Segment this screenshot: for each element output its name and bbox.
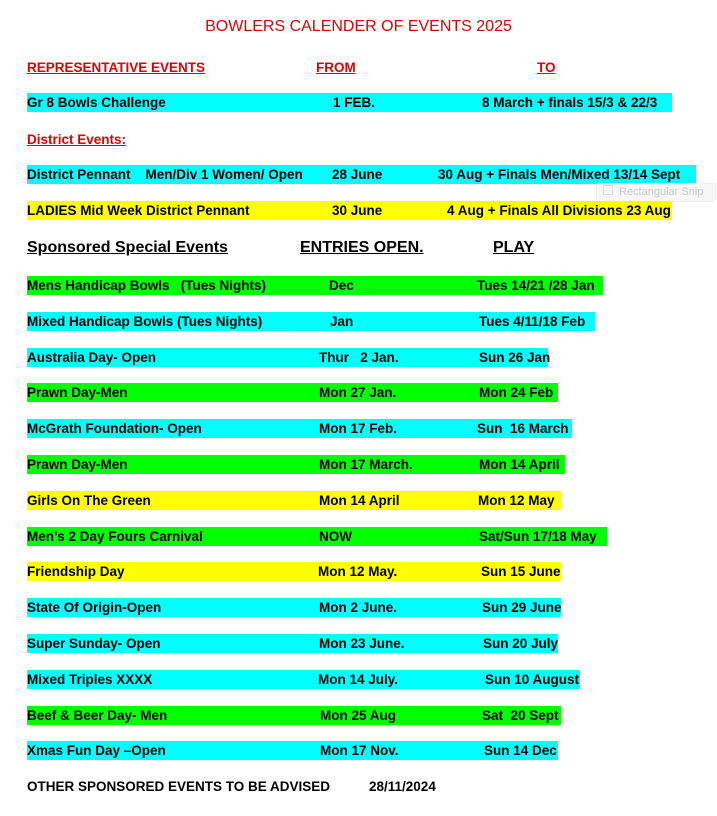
sponsored-event-row: [0, 670, 717, 689]
event-entries-open: Mon 17 March.: [319, 457, 413, 472]
event-name: Friendship Day: [27, 564, 125, 579]
event-play-date: Sun 10 August: [485, 672, 580, 687]
sponsored-event-row: [0, 706, 717, 725]
event-entries-open: Mon 14 April: [319, 493, 400, 508]
footer-date: 28/11/2024: [369, 779, 436, 794]
event-play-date: Sun 29 June: [482, 600, 562, 615]
event-row-gr8: [0, 93, 717, 112]
event-play-date: Mon 24 Feb: [479, 385, 554, 400]
snip-icon: [603, 185, 613, 195]
sponsored-event-row: [0, 598, 717, 617]
event-name: Mens Handicap Bowls (Tues Nights): [27, 278, 267, 293]
event-entries-open: Mon 23 June.: [319, 636, 405, 651]
district-heading: District Events:: [27, 132, 127, 147]
event-entries-open: Thur 2 Jan.: [319, 350, 399, 365]
event-name: Gr 8 Bowls Challenge: [27, 95, 166, 110]
event-name: LADIES Mid Week District Pennant: [27, 203, 250, 218]
sponsored-event-row: [0, 562, 717, 581]
event-row-district-pennant: [0, 165, 717, 184]
footer-note: OTHER SPONSORED EVENTS TO BE ADVISED: [27, 779, 331, 794]
event-name: Australia Day- Open: [27, 350, 157, 365]
event-play-date: Mon 14 April: [479, 457, 560, 472]
event-play-date: Sun 15 June: [481, 564, 561, 579]
sponsored-event-row: [0, 383, 717, 402]
event-name: State Of Origin-Open: [27, 600, 162, 615]
sponsored-event-row: [0, 419, 717, 438]
rep-from-heading: FROM: [316, 60, 356, 75]
event-entries-open: Dec: [329, 278, 354, 293]
event-from: 1 FEB.: [333, 95, 376, 110]
event-name: Mixed Triples XXXX: [27, 672, 153, 687]
event-play-date: Sat/Sun 17/18 May: [479, 529, 597, 544]
event-name: Prawn Day-Men: [27, 385, 128, 400]
event-from: 28 June: [332, 167, 383, 182]
event-name: Girls On The Green: [27, 493, 151, 508]
event-entries-open: Mon 2 June.: [319, 600, 398, 615]
event-entries-open: Mon 25 Aug: [320, 708, 396, 723]
event-entries-open: Mon 17 Feb.: [319, 421, 398, 436]
event-name: Men’s 2 Day Fours Carnival: [27, 529, 203, 544]
snip-label: Rectangular Snip: [619, 186, 704, 198]
event-play-date: Tues 14/21 /28 Jan: [477, 278, 595, 293]
sponsored-event-row: [0, 276, 717, 295]
event-name: Xmas Fun Day –Open: [27, 743, 166, 758]
sponsored-event-row: [0, 634, 717, 653]
event-to: 30 Aug + Finals Men/Mixed 13/14 Sept: [438, 167, 681, 182]
event-to: 4 Aug + Finals All Divisions 23 Aug: [447, 203, 671, 218]
event-name: District Pennant Men/Div 1 Women/ Open: [27, 167, 303, 182]
event-entries-open: Mon 12 May.: [318, 564, 398, 579]
event-row-ladies-pennant: [0, 201, 717, 220]
event-play-date: Sat 20 Sept: [482, 708, 559, 723]
event-play-date: Tues 4/11/18 Feb: [479, 314, 586, 329]
event-play-date: Sun 14 Dec: [484, 743, 557, 758]
event-entries-open: Mon 17 Nov.: [320, 743, 399, 758]
event-name: Super Sunday- Open: [27, 636, 161, 651]
rectangular-snip-tooltip: [596, 183, 716, 202]
event-name: Beef & Beer Day- Men: [27, 708, 168, 723]
sponsored-event-row: [0, 741, 717, 760]
event-name: McGrath Foundation- Open: [27, 421, 202, 436]
event-from: 30 June: [332, 203, 383, 218]
sponsored-event-row: [0, 348, 717, 367]
sponsored-heading: Sponsored Special Events: [27, 239, 228, 256]
event-entries-open: Jan: [330, 314, 354, 329]
event-entries-open: NOW: [319, 529, 352, 544]
sponsored-event-row: [0, 491, 717, 510]
rep-events-heading: REPRESENTATIVE EVENTS: [27, 60, 206, 75]
page-title: BOWLERS CALENDER OF EVENTS 2025: [205, 18, 512, 35]
event-play-date: Sun 20 July: [483, 636, 559, 651]
sponsored-event-row: [0, 312, 717, 331]
event-play-date: Sun 16 March: [477, 421, 569, 436]
event-play-date: Sun 26 Jan: [479, 350, 551, 365]
play-heading: PLAY: [493, 239, 535, 256]
event-name: Mixed Handicap Bowls (Tues Nights): [27, 314, 263, 329]
rep-to-heading: TO: [537, 60, 556, 75]
sponsored-event-row: [0, 527, 717, 546]
event-name: Prawn Day-Men: [27, 457, 128, 472]
event-play-date: Mon 12 May: [478, 493, 555, 508]
event-entries-open: Mon 14 July.: [318, 672, 399, 687]
entries-open-heading: ENTRIES OPEN.: [300, 239, 424, 256]
sponsored-event-row: [0, 455, 717, 474]
event-entries-open: Mon 27 Jan.: [319, 385, 397, 400]
event-to: 8 March + finals 15/3 & 22/3: [482, 95, 658, 110]
